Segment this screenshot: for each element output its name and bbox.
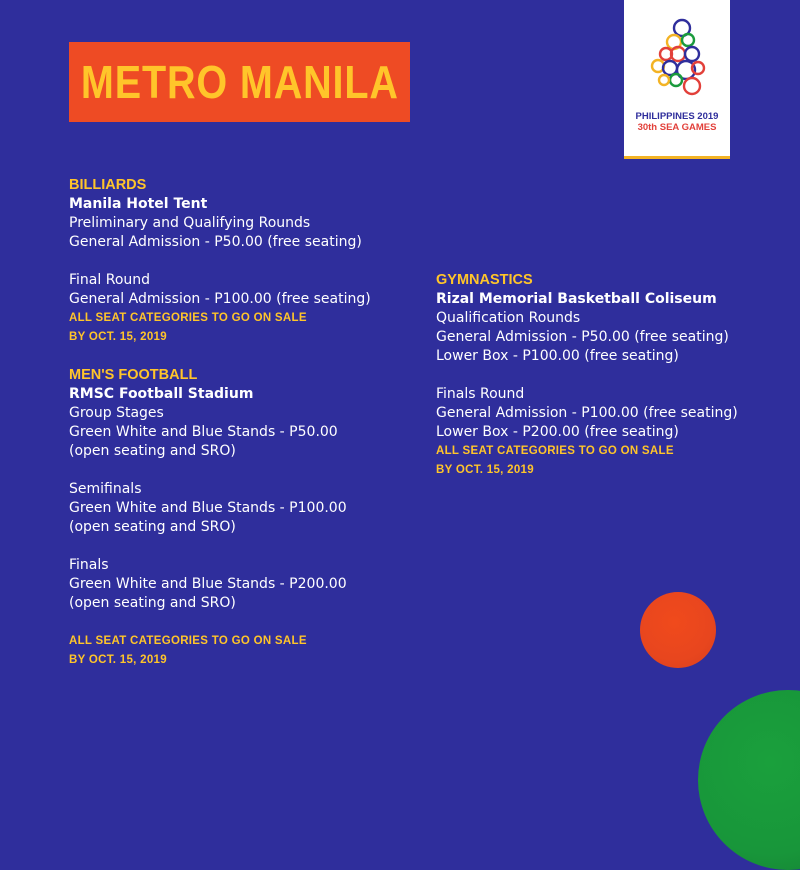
venue-football: RMSC Football Stadium bbox=[69, 386, 254, 402]
price-line: General Admission - P100.00 (free seating) bbox=[69, 291, 371, 307]
venue-billiards: Manila Hotel Tent bbox=[69, 196, 208, 212]
sale-date: BY OCT. 15, 2019 bbox=[436, 464, 534, 476]
price-line: Lower Box - P200.00 (free seating) bbox=[436, 424, 679, 440]
left-column bbox=[69, 176, 409, 670]
page-title: METRO MANILA bbox=[80, 56, 399, 108]
round-label: Group Stages bbox=[69, 405, 164, 421]
decorative-green-circle bbox=[698, 690, 800, 870]
title-banner bbox=[69, 42, 410, 122]
price-line: Green White and Blue Stands - P50.00 bbox=[69, 424, 338, 440]
category-football: MEN'S FOOTBALL bbox=[69, 367, 198, 383]
round-label: Preliminary and Qualifying Rounds bbox=[69, 215, 311, 231]
seating-note: (open seating and SRO) bbox=[69, 443, 236, 459]
round-label: Finals Round bbox=[436, 386, 525, 402]
category-billiards: BILLIARDS bbox=[69, 177, 147, 193]
price-line: Green White and Blue Stands - P200.00 bbox=[69, 576, 347, 592]
sale-notice: ALL SEAT CATEGORIES TO GO ON SALE bbox=[69, 635, 307, 647]
seating-note: (open seating and SRO) bbox=[69, 595, 236, 611]
price-line: General Admission - P100.00 (free seating) bbox=[436, 405, 738, 421]
price-line: General Admission - P50.00 (free seating) bbox=[69, 234, 362, 250]
round-label: Finals bbox=[69, 557, 109, 573]
price-line: General Admission - P50.00 (free seating) bbox=[436, 329, 729, 345]
logo-line-2: 30th SEA GAMES bbox=[637, 122, 717, 133]
price-line: Green White and Blue Stands - P100.00 bbox=[69, 500, 347, 516]
decorative-orange-circle bbox=[640, 592, 716, 668]
right-column bbox=[436, 271, 776, 480]
sale-notice: ALL SEAT CATEGORIES TO GO ON SALE bbox=[436, 445, 674, 457]
price-line: Lower Box - P100.00 (free seating) bbox=[436, 348, 679, 364]
sea-games-logo bbox=[624, 0, 730, 159]
seating-note: (open seating and SRO) bbox=[69, 519, 236, 535]
sale-date: BY OCT. 15, 2019 bbox=[69, 654, 167, 666]
round-label: Semifinals bbox=[69, 481, 142, 497]
logo-line-1: PHILIPPINES 2019 bbox=[635, 111, 719, 122]
category-gymnastics: GYMNASTICS bbox=[436, 272, 533, 288]
round-label: Final Round bbox=[69, 272, 151, 288]
rings-emblem-icon bbox=[642, 14, 714, 104]
sale-date: BY OCT. 15, 2019 bbox=[69, 331, 167, 343]
venue-gymnastics: Rizal Memorial Basketball Coliseum bbox=[436, 291, 717, 307]
sale-notice: ALL SEAT CATEGORIES TO GO ON SALE bbox=[69, 312, 307, 324]
round-label: Qualification Rounds bbox=[436, 310, 581, 326]
